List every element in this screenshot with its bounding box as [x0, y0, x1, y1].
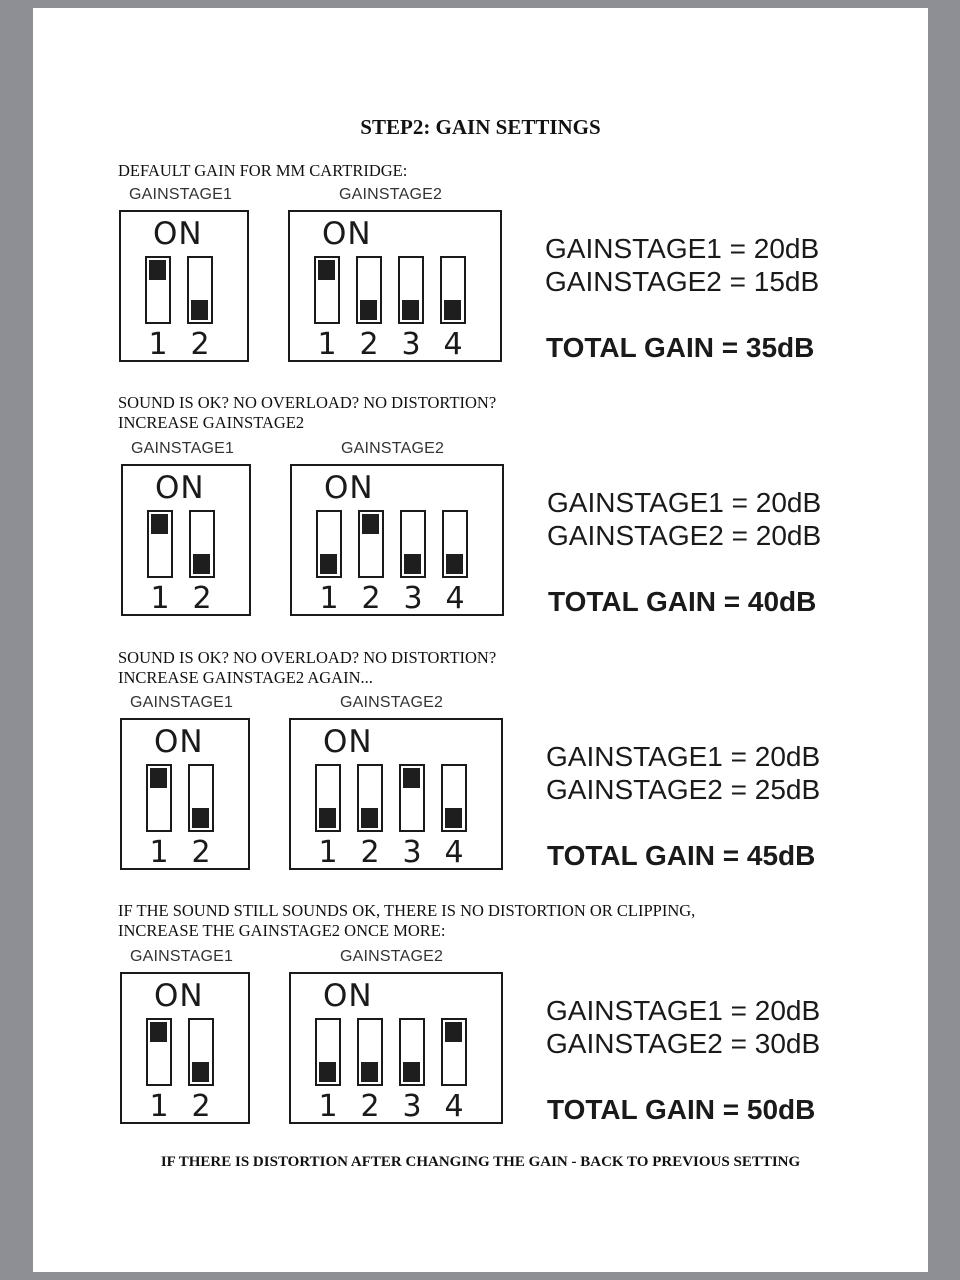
gainstage1-value: GAINSTAGE1 = 20dB	[547, 487, 822, 518]
dip-switch-2	[189, 510, 215, 578]
switch-knob	[192, 1062, 209, 1082]
step-caption: SOUND IS OK? NO OVERLOAD? NO DISTORTION? INCREASE GAINSTAGE2 AGAIN...	[118, 648, 497, 687]
dip-switch-1	[314, 256, 340, 324]
switch-knob	[404, 554, 421, 574]
gainstage2-value: GAINSTAGE2 = 30dB	[546, 1028, 821, 1059]
switch-knob	[192, 808, 209, 828]
dip-switch-2	[357, 1018, 383, 1086]
gainstage1-value: GAINSTAGE1 = 20dB	[546, 995, 821, 1026]
switch-number: 4	[445, 581, 465, 616]
gain-step-section	[33, 440, 928, 620]
gainstage2-label: GAINSTAGE2	[340, 948, 444, 965]
switch-number: 2	[191, 835, 211, 870]
switch-knob	[446, 554, 463, 574]
dip-switch-1	[146, 1018, 172, 1086]
switch-number: 1	[149, 835, 169, 870]
gainstage2-value: GAINSTAGE2 = 25dB	[546, 774, 821, 805]
dip-switch-4	[442, 510, 468, 578]
switch-number: 3	[403, 581, 423, 616]
switch-knob	[193, 554, 210, 574]
switch-number: 4	[444, 835, 464, 870]
footer-warning: IF THERE IS DISTORTION AFTER CHANGING THE GAIN - BACK TO PREVIOUS SETTING	[160, 1154, 801, 1170]
switch-knob	[191, 300, 208, 320]
switch-number: 1	[319, 581, 339, 616]
total-gain-value: TOTAL GAIN = 35dB	[546, 332, 815, 363]
gain-step-section	[33, 186, 928, 366]
step-caption: IF THE SOUND STILL SOUNDS OK, THERE IS NO DISTORTION OR CLIPPING, INCREASE THE GAINSTAGE2 ONCE MORE:	[118, 901, 696, 940]
dip-switch-3	[399, 764, 425, 832]
gainstage1-dip-switch	[120, 972, 250, 1124]
page-title: STEP2: GAIN SETTINGS	[360, 115, 601, 139]
gainstage1-label: GAINSTAGE1	[129, 186, 233, 203]
switch-number: 4	[443, 327, 463, 362]
switch-number: 2	[359, 327, 379, 362]
dip-switch-3	[399, 1018, 425, 1086]
switch-knob	[150, 768, 167, 788]
switch-number: 1	[150, 581, 170, 616]
switch-knob	[362, 514, 379, 534]
dip-switch-3	[398, 256, 424, 324]
switch-number: 1	[317, 327, 337, 362]
gainstage2-value: GAINSTAGE2 = 15dB	[545, 266, 820, 297]
switch-knob	[444, 300, 461, 320]
switch-number: 2	[190, 327, 210, 362]
switch-knob	[361, 808, 378, 828]
dip-switch-1	[147, 510, 173, 578]
dip-switch-4	[441, 764, 467, 832]
switch-knob	[445, 808, 462, 828]
dip-switch-2	[188, 1018, 214, 1086]
gainstage2-dip-switch	[288, 210, 502, 362]
dip-switch-4	[440, 256, 466, 324]
on-label: ON	[323, 724, 373, 760]
switch-knob	[319, 1062, 336, 1082]
dip-switch-4	[441, 1018, 467, 1086]
switch-knob	[318, 260, 335, 280]
gainstage1-dip-switch	[121, 464, 251, 616]
on-label: ON	[324, 470, 374, 506]
gainstage2-value: GAINSTAGE2 = 20dB	[547, 520, 822, 551]
switch-knob	[361, 1062, 378, 1082]
dip-switch-1	[145, 256, 171, 324]
gainstage1-value: GAINSTAGE1 = 20dB	[546, 741, 821, 772]
switch-number: 4	[444, 1089, 464, 1124]
switch-number: 1	[318, 1089, 338, 1124]
gain-step-section	[33, 694, 928, 874]
dip-switch-3	[400, 510, 426, 578]
switch-number: 2	[360, 1089, 380, 1124]
dip-switch-1	[315, 1018, 341, 1086]
gainstage1-dip-switch	[120, 718, 250, 870]
switch-knob	[402, 300, 419, 320]
dip-switch-2	[358, 510, 384, 578]
gainstage1-label: GAINSTAGE1	[130, 694, 234, 711]
gainstage1-label: GAINSTAGE1	[131, 440, 235, 457]
switch-knob	[403, 1062, 420, 1082]
switch-number: 3	[401, 327, 421, 362]
total-gain-value: TOTAL GAIN = 40dB	[548, 586, 817, 617]
gain-step-section	[33, 948, 928, 1128]
switch-knob	[319, 808, 336, 828]
switch-number: 1	[318, 835, 338, 870]
gainstage1-label: GAINSTAGE1	[130, 948, 234, 965]
dip-switch-2	[187, 256, 213, 324]
step-caption: DEFAULT GAIN FOR MM CARTRIDGE:	[118, 161, 408, 180]
gainstage2-label: GAINSTAGE2	[341, 440, 445, 457]
switch-number: 2	[361, 581, 381, 616]
switch-knob	[150, 1022, 167, 1042]
on-label: ON	[154, 724, 204, 760]
dip-switch-2	[356, 256, 382, 324]
switch-knob	[151, 514, 168, 534]
on-label: ON	[323, 978, 373, 1014]
gainstage2-dip-switch	[290, 464, 504, 616]
dip-switch-1	[146, 764, 172, 832]
dip-switch-1	[316, 510, 342, 578]
gainstage2-dip-switch	[289, 718, 503, 870]
on-label: ON	[154, 978, 204, 1014]
switch-number: 2	[191, 1089, 211, 1124]
gainstage2-label: GAINSTAGE2	[339, 186, 443, 203]
switch-number: 1	[148, 327, 168, 362]
total-gain-value: TOTAL GAIN = 50dB	[547, 1094, 816, 1125]
gainstage2-dip-switch	[289, 972, 503, 1124]
switch-knob	[360, 300, 377, 320]
switch-number: 3	[402, 835, 422, 870]
switch-knob	[149, 260, 166, 280]
on-label: ON	[155, 470, 205, 506]
on-label: ON	[153, 216, 203, 252]
dip-switch-1	[315, 764, 341, 832]
gainstage1-dip-switch	[119, 210, 249, 362]
step-caption: SOUND IS OK? NO OVERLOAD? NO DISTORTION? INCREASE GAINSTAGE2	[118, 393, 497, 432]
switch-knob	[445, 1022, 462, 1042]
switch-knob	[403, 768, 420, 788]
document-page	[33, 8, 928, 1272]
dip-switch-2	[188, 764, 214, 832]
total-gain-value: TOTAL GAIN = 45dB	[547, 840, 816, 871]
switch-knob	[320, 554, 337, 574]
dip-switch-2	[357, 764, 383, 832]
switch-number: 3	[402, 1089, 422, 1124]
on-label: ON	[322, 216, 372, 252]
switch-number: 2	[360, 835, 380, 870]
switch-number: 2	[192, 581, 212, 616]
gainstage1-value: GAINSTAGE1 = 20dB	[545, 233, 820, 264]
gainstage2-label: GAINSTAGE2	[340, 694, 444, 711]
switch-number: 1	[149, 1089, 169, 1124]
